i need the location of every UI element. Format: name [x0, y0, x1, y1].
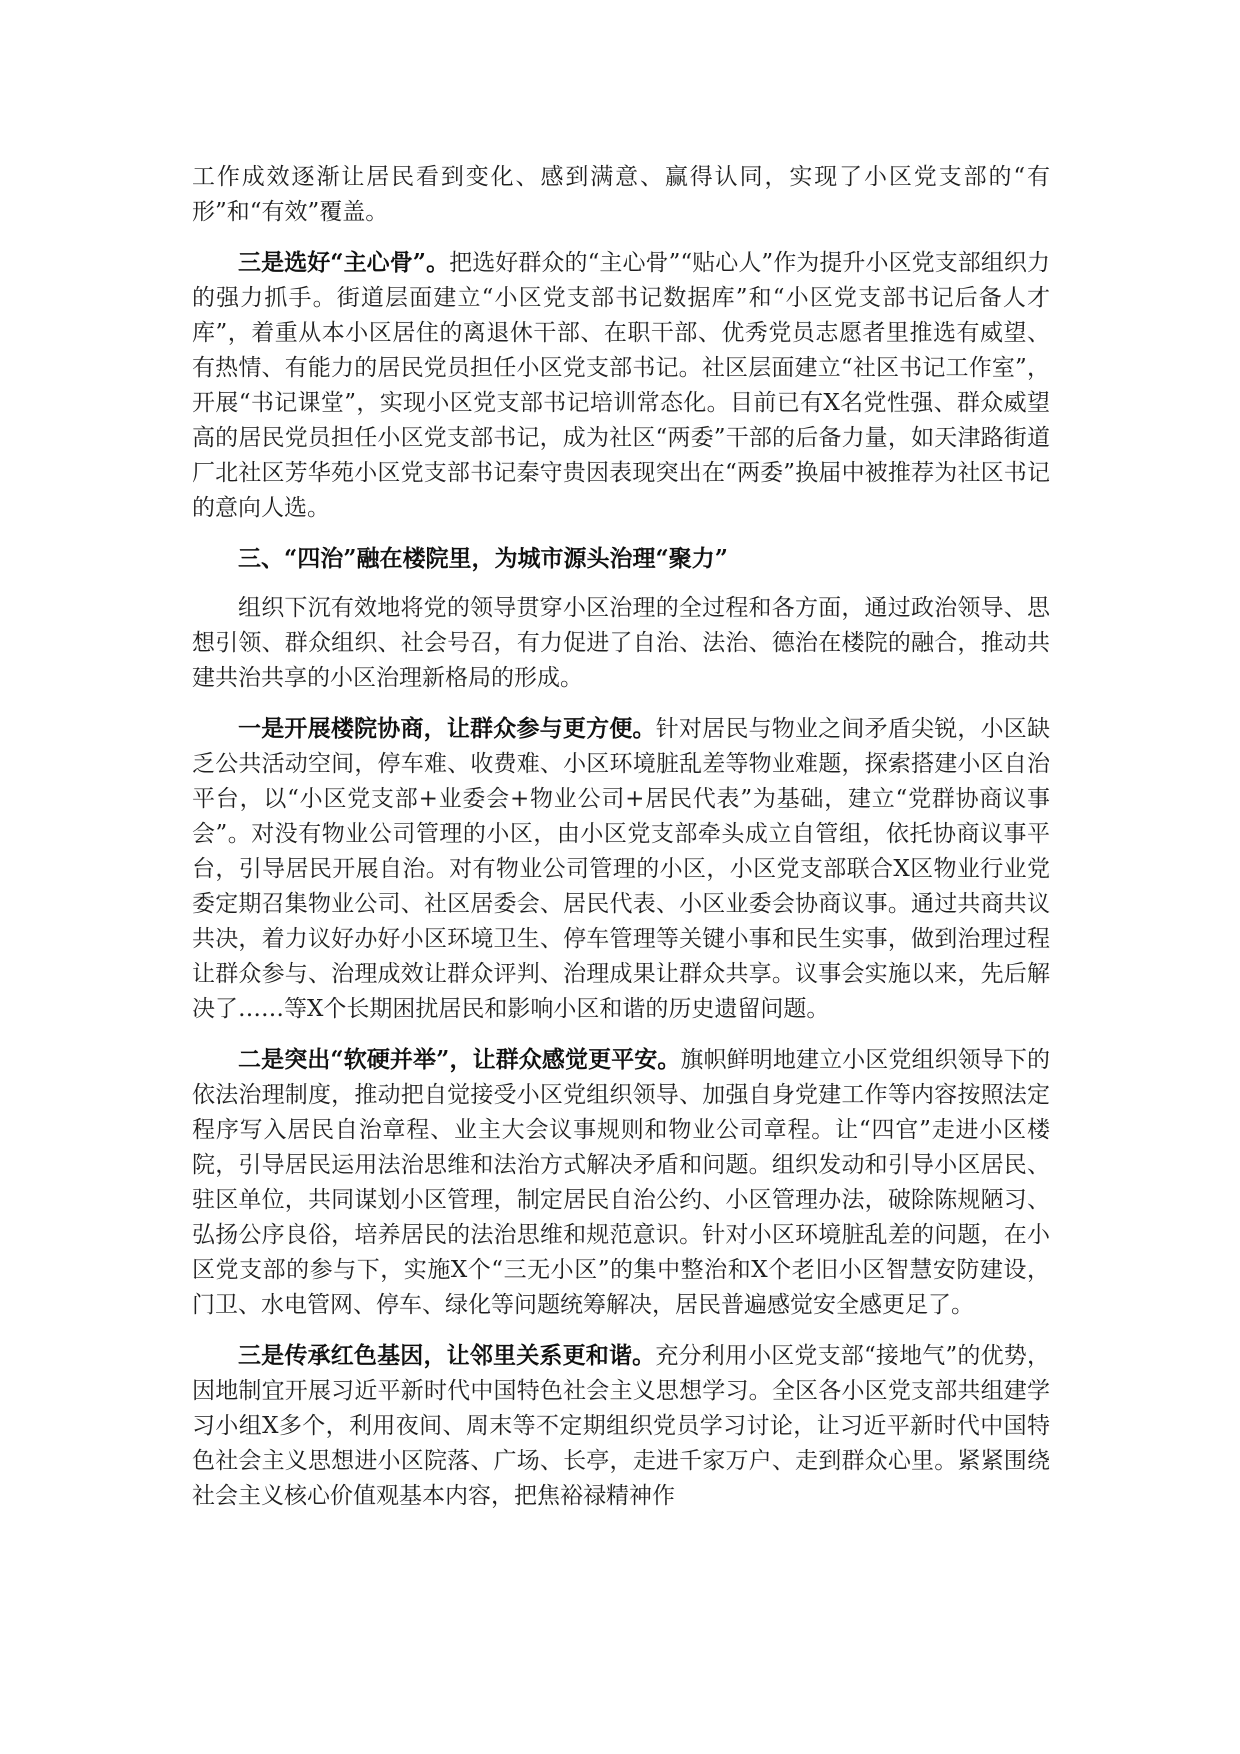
paragraph-red-gene [192, 1338, 1050, 1514]
section-heading: 三、“四治”融在楼院里，为城市源头治理“聚力” [238, 545, 728, 572]
paragraph-text: 把选好群众的“主心骨”“贴心人”作为提升小区党支部组织力的强力抓手。街道层面建立“小区党支部书记数据库”和“小区党支部书记后备人才库”，着重从本小区居住的离退休干部、在职干部、优秀党员志愿者里推选有威望、有热情、有能力的居民党员担任小区党支部书记。社区层面建立“社区书记工作室”，开展“书记课堂”，实现小区党支部书记培训常态化。目前已有X名党性强、群众威望高的居民党员担任小区党支部书记，成为社区“两委”干部的后备力量，如天津路街道厂北社区芳华苑小区党支部书记秦守贵因表现突出在“两委”换届中被推荐为社区书记的意向人选。 [192, 250, 1050, 521]
paragraph-select-backbone [192, 245, 1050, 526]
paragraph-courtyard-consultation [192, 711, 1050, 1027]
paragraph-text: 组织下沉有效地将党的领导贯穿小区治理的全过程和各方面，通过政治领导、思想引领、群众组织、社会号召，有力促进了自治、法治、德治在楼院的融合，推动共建共治共享的小区治理新格局的形成。 [192, 595, 1050, 691]
paragraph-text: 旗帜鲜明地建立小区党组织领导下的依法治理制度，推动把自觉接受小区党组织领导、加强自身党建工作等内容按照法定程序写入居民自治章程、业主大会议事规则和物业公司章程。让“四官”走进小区楼院，引导居民运用法治思维和法治方式解决矛盾和问题。组织发动和引导小区居民、驻区单位，共同谋划小区管理，制定居民自治公约、小区管理办法，破除陈规陋习、弘扬公序良俗，培养居民的法治思维和规范意识。针对小区环境脏乱差的问题，在小区党支部的参与下，实施X个“三无小区”的集中整治和X个老旧小区智慧安防建设，门卫、水电管网、停车、绿化等问题统筹解决，居民普遍感觉安全感更足了。 [192, 1047, 1050, 1318]
paragraph-lead: 三是传承红色基因，让邻里关系更和谐。 [238, 1342, 656, 1369]
paragraph-section-intro [192, 591, 1050, 696]
paragraph-text: 针对居民与物业之间矛盾尖锐，小区缺乏公共活动空间，停车难、收费难、小区环境脏乱差等物业难题，探索搭建小区自治平台，以“小区党支部+业委会+物业公司+居民代表”为基础，建立“党群协商议事会”。对没有物业公司管理的小区，由小区党支部牵头成立自管组，依托协商议事平台，引导居民开展自治。对有物业公司管理的小区，小区党支部联合X区物业行业党委定期召集物业公司、社区居委会、居民代表、小区业委会协商议事。通过共商共议共决，着力议好办好小区环境卫生、停车管理等关键小事和民生实事，做到治理过程让群众参与、治理成效让群众评判、治理成果让群众共享。议事会实施以来，先后解决了……等X个长期困扰居民和影响小区和谐的历史遗留问题。 [192, 716, 1051, 1022]
paragraph-continuation [192, 160, 1050, 230]
paragraph-soft-hard [192, 1042, 1050, 1323]
paragraph-text: 充分利用小区党支部“接地气”的优势，因地制宜开展习近平新时代中国特色社会主义思想学习。全区各小区党支部共组建学习小组X多个，利用夜间、周末等不定期组织党员学习讨论，让习近平新时代中国特色社会主义思想进小区院落、广场、长亭，走进千家万户、走到群众心里。紧紧围绕社会主义核心价值观基本内容，把焦裕禄精神作 [192, 1343, 1050, 1509]
paragraph-lead: 三是选好“主心骨”。 [238, 249, 450, 276]
paragraph-text: 工作成效逐渐让居民看到变化、感到满意、赢得认同，实现了小区党支部的“有形”和“有效”覆盖。 [192, 164, 1050, 225]
paragraph-lead: 二是突出“软硬并举”，让群众感觉更平安。 [238, 1046, 681, 1073]
paragraph-lead: 一是开展楼院协商，让群众参与更方便。 [238, 715, 656, 742]
document-page [192, 160, 1050, 1529]
